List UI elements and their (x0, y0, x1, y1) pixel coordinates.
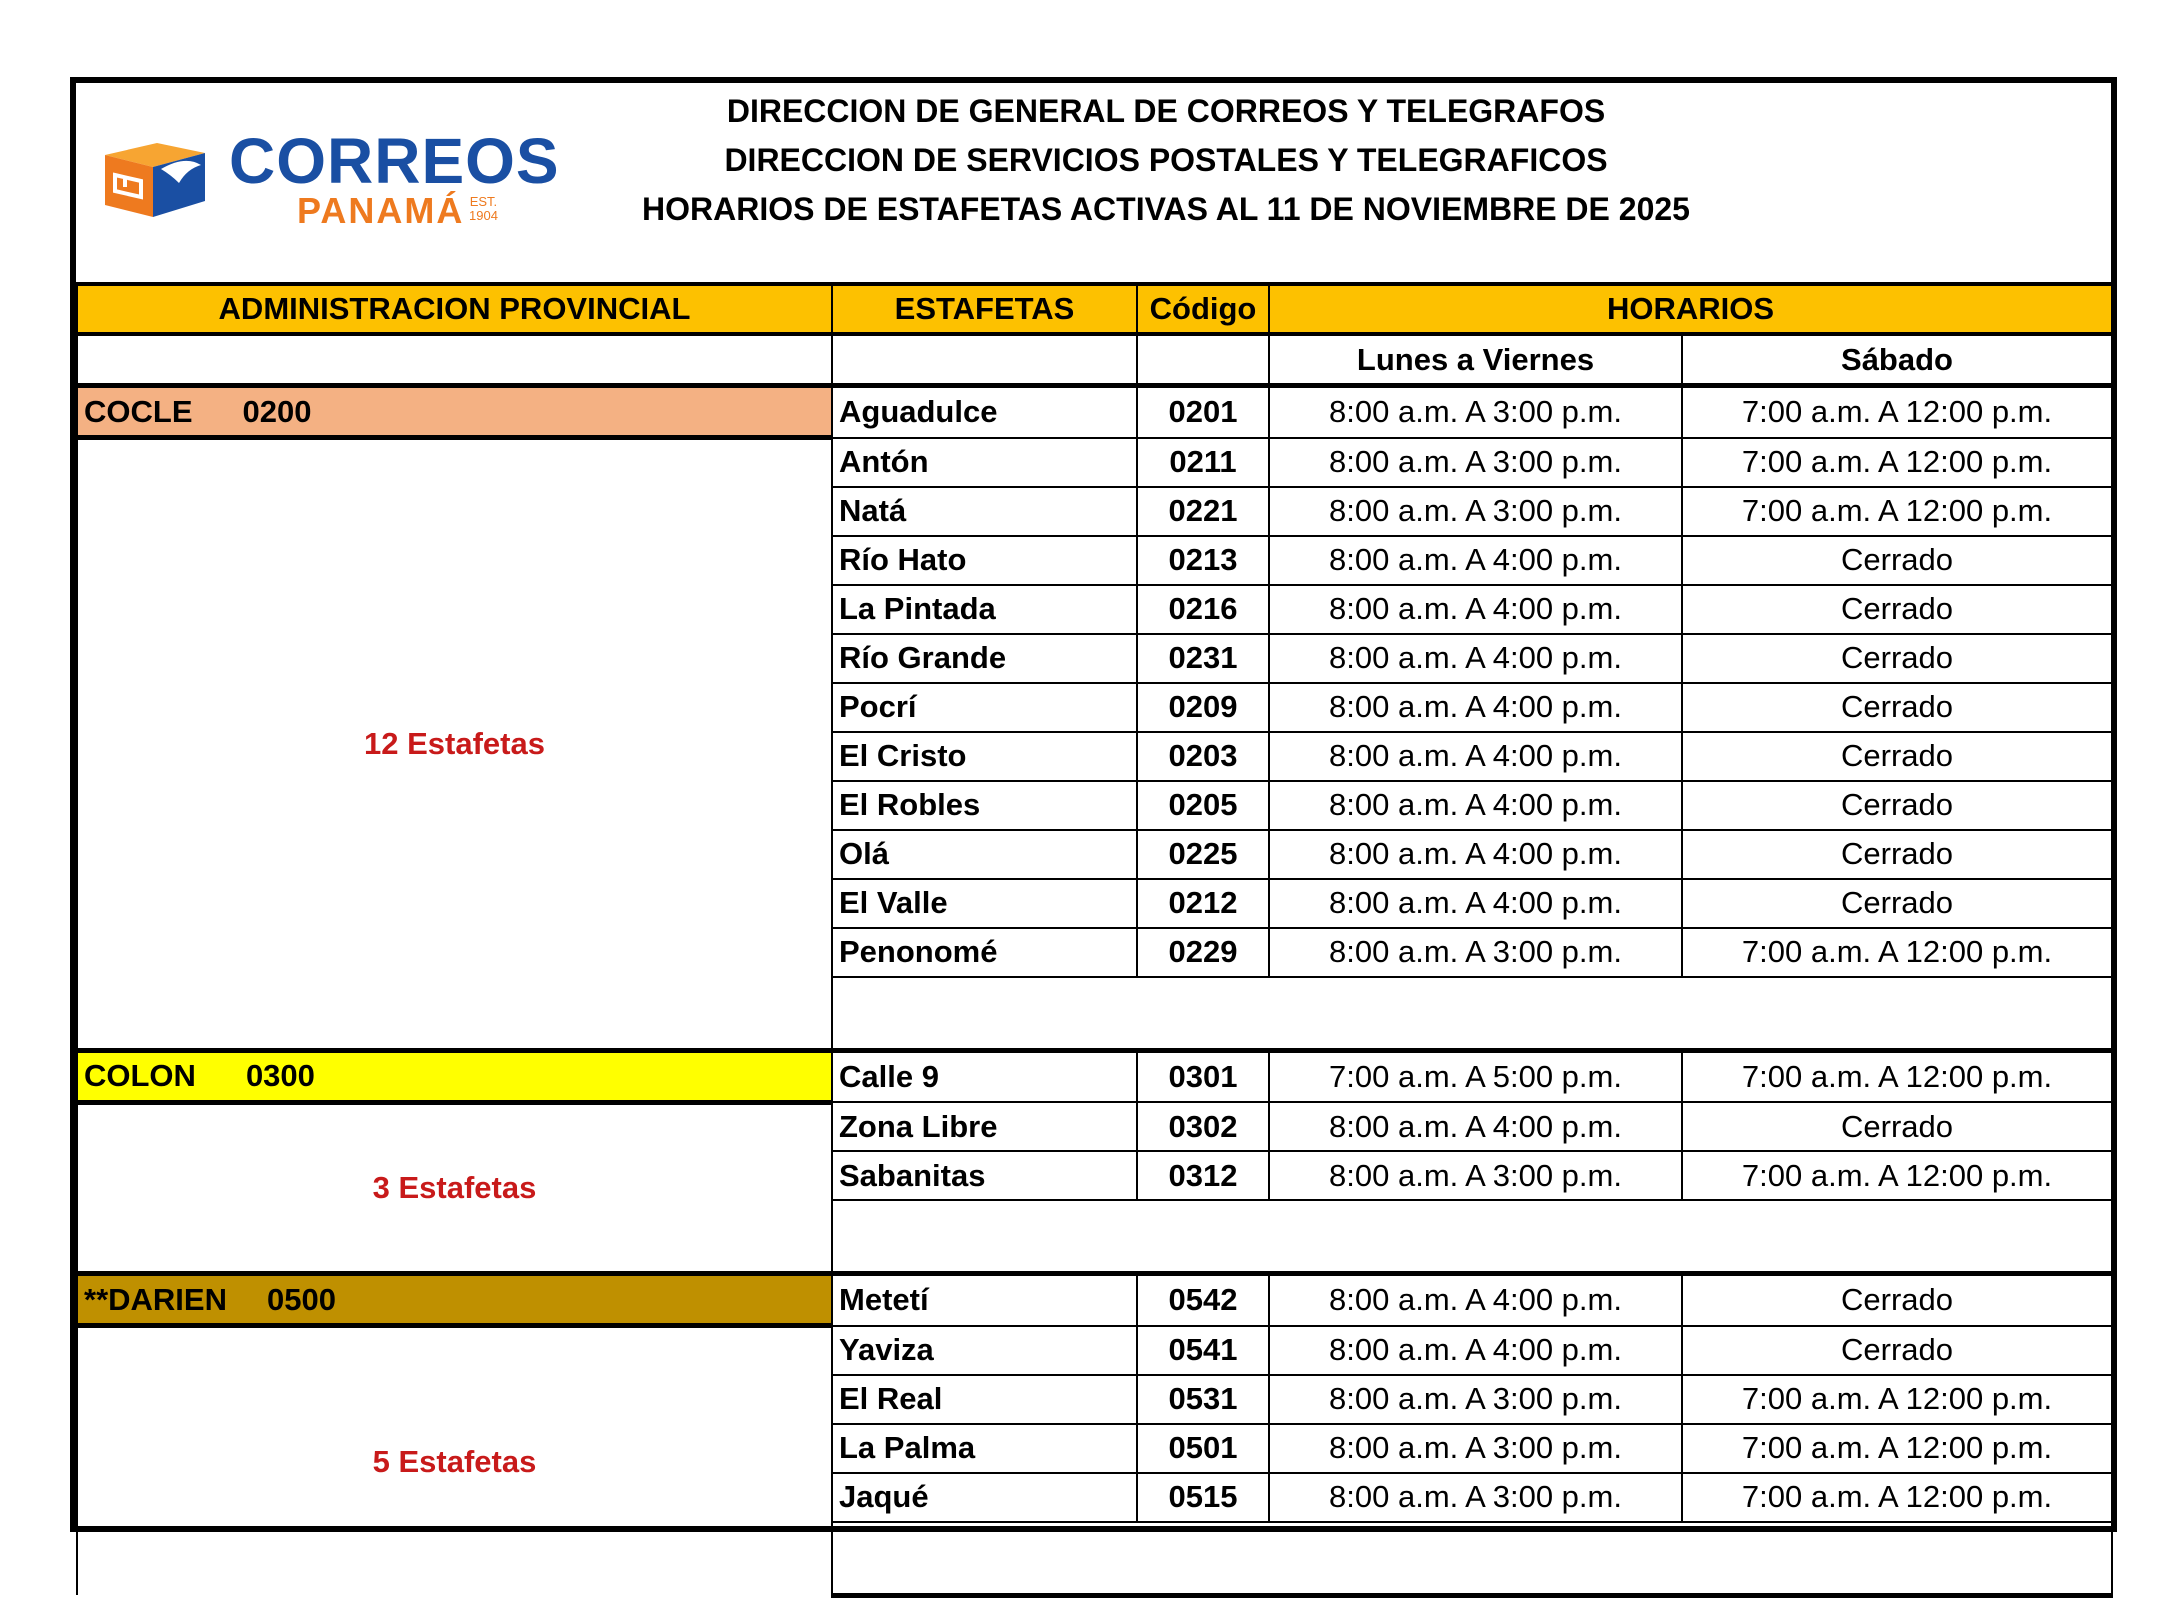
estafeta-code: 0231 (1137, 634, 1269, 683)
title-line-1: DIRECCION DE GENERAL DE CORREOS Y TELEGRAFOS (726, 93, 1606, 129)
estafeta-code: 0301 (1137, 1050, 1269, 1102)
estafeta-name: El Valle (832, 879, 1137, 928)
estafeta-code: 0501 (1137, 1424, 1269, 1473)
estafeta-code: 0213 (1137, 536, 1269, 585)
saturday-hours: Cerrado (1682, 1326, 2112, 1375)
estafeta-name: Metetí (832, 1274, 1137, 1326)
saturday-hours: 7:00 a.m. A 12:00 p.m. (1682, 1424, 2112, 1473)
weekday-hours: 8:00 a.m. A 3:00 p.m. (1269, 487, 1682, 536)
weekday-hours: 8:00 a.m. A 3:00 p.m. (1269, 1375, 1682, 1424)
estafeta-name: Olá (832, 830, 1137, 879)
estafeta-name: Jaqué (832, 1473, 1137, 1522)
table-header-row (77, 284, 2112, 334)
header-horarios: HORARIOS (1269, 284, 2112, 334)
saturday-hours: Cerrado (1682, 585, 2112, 634)
estafeta-name: Penonomé (832, 928, 1137, 977)
subheader-saturday: Sábado (1682, 334, 2112, 386)
logo-country-text: PANAMÁ (297, 190, 465, 231)
logo-est-text (469, 195, 498, 223)
estafeta-name: Yaviza (832, 1326, 1137, 1375)
weekday-hours: 8:00 a.m. A 4:00 p.m. (1269, 634, 1682, 683)
estafeta-code: 0229 (1137, 928, 1269, 977)
estafeta-name: Calle 9 (832, 1050, 1137, 1102)
saturday-hours: 7:00 a.m. A 12:00 p.m. (1682, 1375, 2112, 1424)
estafetas-count: 12 Estafetas (77, 438, 832, 1051)
estafeta-code: 0302 (1137, 1102, 1269, 1151)
group-spacer-cell (832, 1522, 2112, 1596)
saturday-hours: Cerrado (1682, 781, 2112, 830)
saturday-hours: Cerrado (1682, 536, 2112, 585)
province-code: 0200 (242, 393, 312, 429)
weekday-hours: 8:00 a.m. A 3:00 p.m. (1269, 928, 1682, 977)
saturday-hours: 7:00 a.m. A 12:00 p.m. (1682, 438, 2112, 487)
weekday-hours: 8:00 a.m. A 4:00 p.m. (1269, 830, 1682, 879)
saturday-hours: 7:00 a.m. A 12:00 p.m. (1682, 1151, 2112, 1200)
weekday-hours: 8:00 a.m. A 4:00 p.m. (1269, 536, 1682, 585)
weekday-hours: 8:00 a.m. A 4:00 p.m. (1269, 879, 1682, 928)
subheader-weekdays: Lunes a Viernes (1269, 334, 1682, 386)
saturday-hours: Cerrado (1682, 1274, 2112, 1326)
estafeta-name: La Pintada (832, 585, 1137, 634)
estafeta-code: 0209 (1137, 683, 1269, 732)
header-estafetas: ESTAFETAS (832, 284, 1137, 334)
weekday-hours: 7:00 a.m. A 5:00 p.m. (1269, 1050, 1682, 1102)
saturday-hours: Cerrado (1682, 830, 2112, 879)
estafeta-code: 0211 (1137, 438, 1269, 487)
document-titles (516, 87, 1816, 234)
estafeta-name: La Palma (832, 1424, 1137, 1473)
table-row (77, 1274, 2112, 1326)
group-spacer-cell (832, 1200, 2112, 1274)
table-subheader-row (77, 334, 2112, 386)
estafeta-name: Aguadulce (832, 386, 1137, 438)
estafeta-name: Antón (832, 438, 1137, 487)
estafeta-name: Sabanitas (832, 1151, 1137, 1200)
estafeta-code: 0201 (1137, 386, 1269, 438)
estafeta-code: 0212 (1137, 879, 1269, 928)
weekday-hours: 8:00 a.m. A 3:00 p.m. (1269, 1473, 1682, 1522)
header-codigo: Código (1137, 284, 1269, 334)
logo-brand-text: CORREOS (229, 125, 560, 197)
weekday-hours: 8:00 a.m. A 4:00 p.m. (1269, 1326, 1682, 1375)
estafeta-name: El Robles (832, 781, 1137, 830)
parcel-box-icon (101, 135, 209, 219)
estafeta-name: Río Hato (832, 536, 1137, 585)
weekday-hours: 8:00 a.m. A 4:00 p.m. (1269, 1274, 1682, 1326)
estafetas-count: 5 Estafetas (77, 1326, 832, 1596)
subheader-blank (77, 334, 832, 386)
saturday-hours: Cerrado (1682, 634, 2112, 683)
header-admin: ADMINISTRACION PROVINCIAL (77, 284, 832, 334)
estafeta-code: 0203 (1137, 732, 1269, 781)
saturday-hours: 7:00 a.m. A 12:00 p.m. (1682, 1473, 2112, 1522)
weekday-hours: 8:00 a.m. A 4:00 p.m. (1269, 1102, 1682, 1151)
weekday-hours: 8:00 a.m. A 4:00 p.m. (1269, 732, 1682, 781)
saturday-hours: Cerrado (1682, 879, 2112, 928)
province-code: 0500 (266, 1281, 336, 1317)
estafetas-count: 3 Estafetas (77, 1102, 832, 1274)
weekday-hours: 8:00 a.m. A 4:00 p.m. (1269, 781, 1682, 830)
saturday-hours: Cerrado (1682, 1102, 2112, 1151)
province-cell (77, 1050, 832, 1102)
weekday-hours: 8:00 a.m. A 4:00 p.m. (1269, 585, 1682, 634)
province-cell (77, 1274, 832, 1326)
title-line-3: HORARIOS DE ESTAFETAS ACTIVAS AL 11 DE NOVIEMBRE DE 2025 (642, 191, 1690, 227)
weekday-hours: 8:00 a.m. A 3:00 p.m. (1269, 1151, 1682, 1200)
saturday-hours: 7:00 a.m. A 12:00 p.m. (1682, 928, 2112, 977)
province-name: **DARIEN (84, 1281, 227, 1317)
estafeta-code: 0225 (1137, 830, 1269, 879)
weekday-hours: 8:00 a.m. A 4:00 p.m. (1269, 683, 1682, 732)
table-row (77, 1326, 2112, 1375)
estafeta-name: Río Grande (832, 634, 1137, 683)
estafeta-code: 0531 (1137, 1375, 1269, 1424)
estafeta-name: Pocrí (832, 683, 1137, 732)
estafeta-code: 0205 (1137, 781, 1269, 830)
estafeta-name: Zona Libre (832, 1102, 1137, 1151)
estafeta-name: El Cristo (832, 732, 1137, 781)
estafeta-code: 0542 (1137, 1274, 1269, 1326)
estafeta-code: 0221 (1137, 487, 1269, 536)
province-name: COCLE (84, 393, 193, 429)
logo-est-label: EST. (469, 194, 498, 209)
logo-est-year: 1904 (469, 208, 498, 223)
schedule-sheet (70, 77, 2117, 1532)
weekday-hours: 8:00 a.m. A 3:00 p.m. (1269, 1424, 1682, 1473)
saturday-hours: Cerrado (1682, 683, 2112, 732)
province-name: COLON (84, 1058, 196, 1093)
subheader-blank (832, 334, 1137, 386)
table-row (77, 438, 2112, 487)
estafeta-name: Natá (832, 487, 1137, 536)
table-row (77, 386, 2112, 438)
title-line-2: DIRECCION DE SERVICIOS POSTALES Y TELEGRAFICOS (724, 142, 1608, 178)
subheader-blank (1137, 334, 1269, 386)
estafeta-code: 0515 (1137, 1473, 1269, 1522)
estafeta-name: El Real (832, 1375, 1137, 1424)
correos-panama-logo (101, 123, 560, 253)
saturday-hours: Cerrado (1682, 732, 2112, 781)
province-cell (77, 386, 832, 438)
weekday-hours: 8:00 a.m. A 3:00 p.m. (1269, 438, 1682, 487)
saturday-hours: 7:00 a.m. A 12:00 p.m. (1682, 386, 2112, 438)
schedule-table (76, 282, 2113, 1598)
province-code: 0300 (245, 1058, 315, 1093)
group-spacer-cell (832, 977, 2112, 1051)
estafeta-code: 0216 (1137, 585, 1269, 634)
table-row (77, 1050, 2112, 1102)
estafeta-code: 0541 (1137, 1326, 1269, 1375)
saturday-hours: 7:00 a.m. A 12:00 p.m. (1682, 487, 2112, 536)
saturday-hours: 7:00 a.m. A 12:00 p.m. (1682, 1050, 2112, 1102)
estafeta-code: 0312 (1137, 1151, 1269, 1200)
table-row (77, 1102, 2112, 1151)
weekday-hours: 8:00 a.m. A 3:00 p.m. (1269, 386, 1682, 438)
